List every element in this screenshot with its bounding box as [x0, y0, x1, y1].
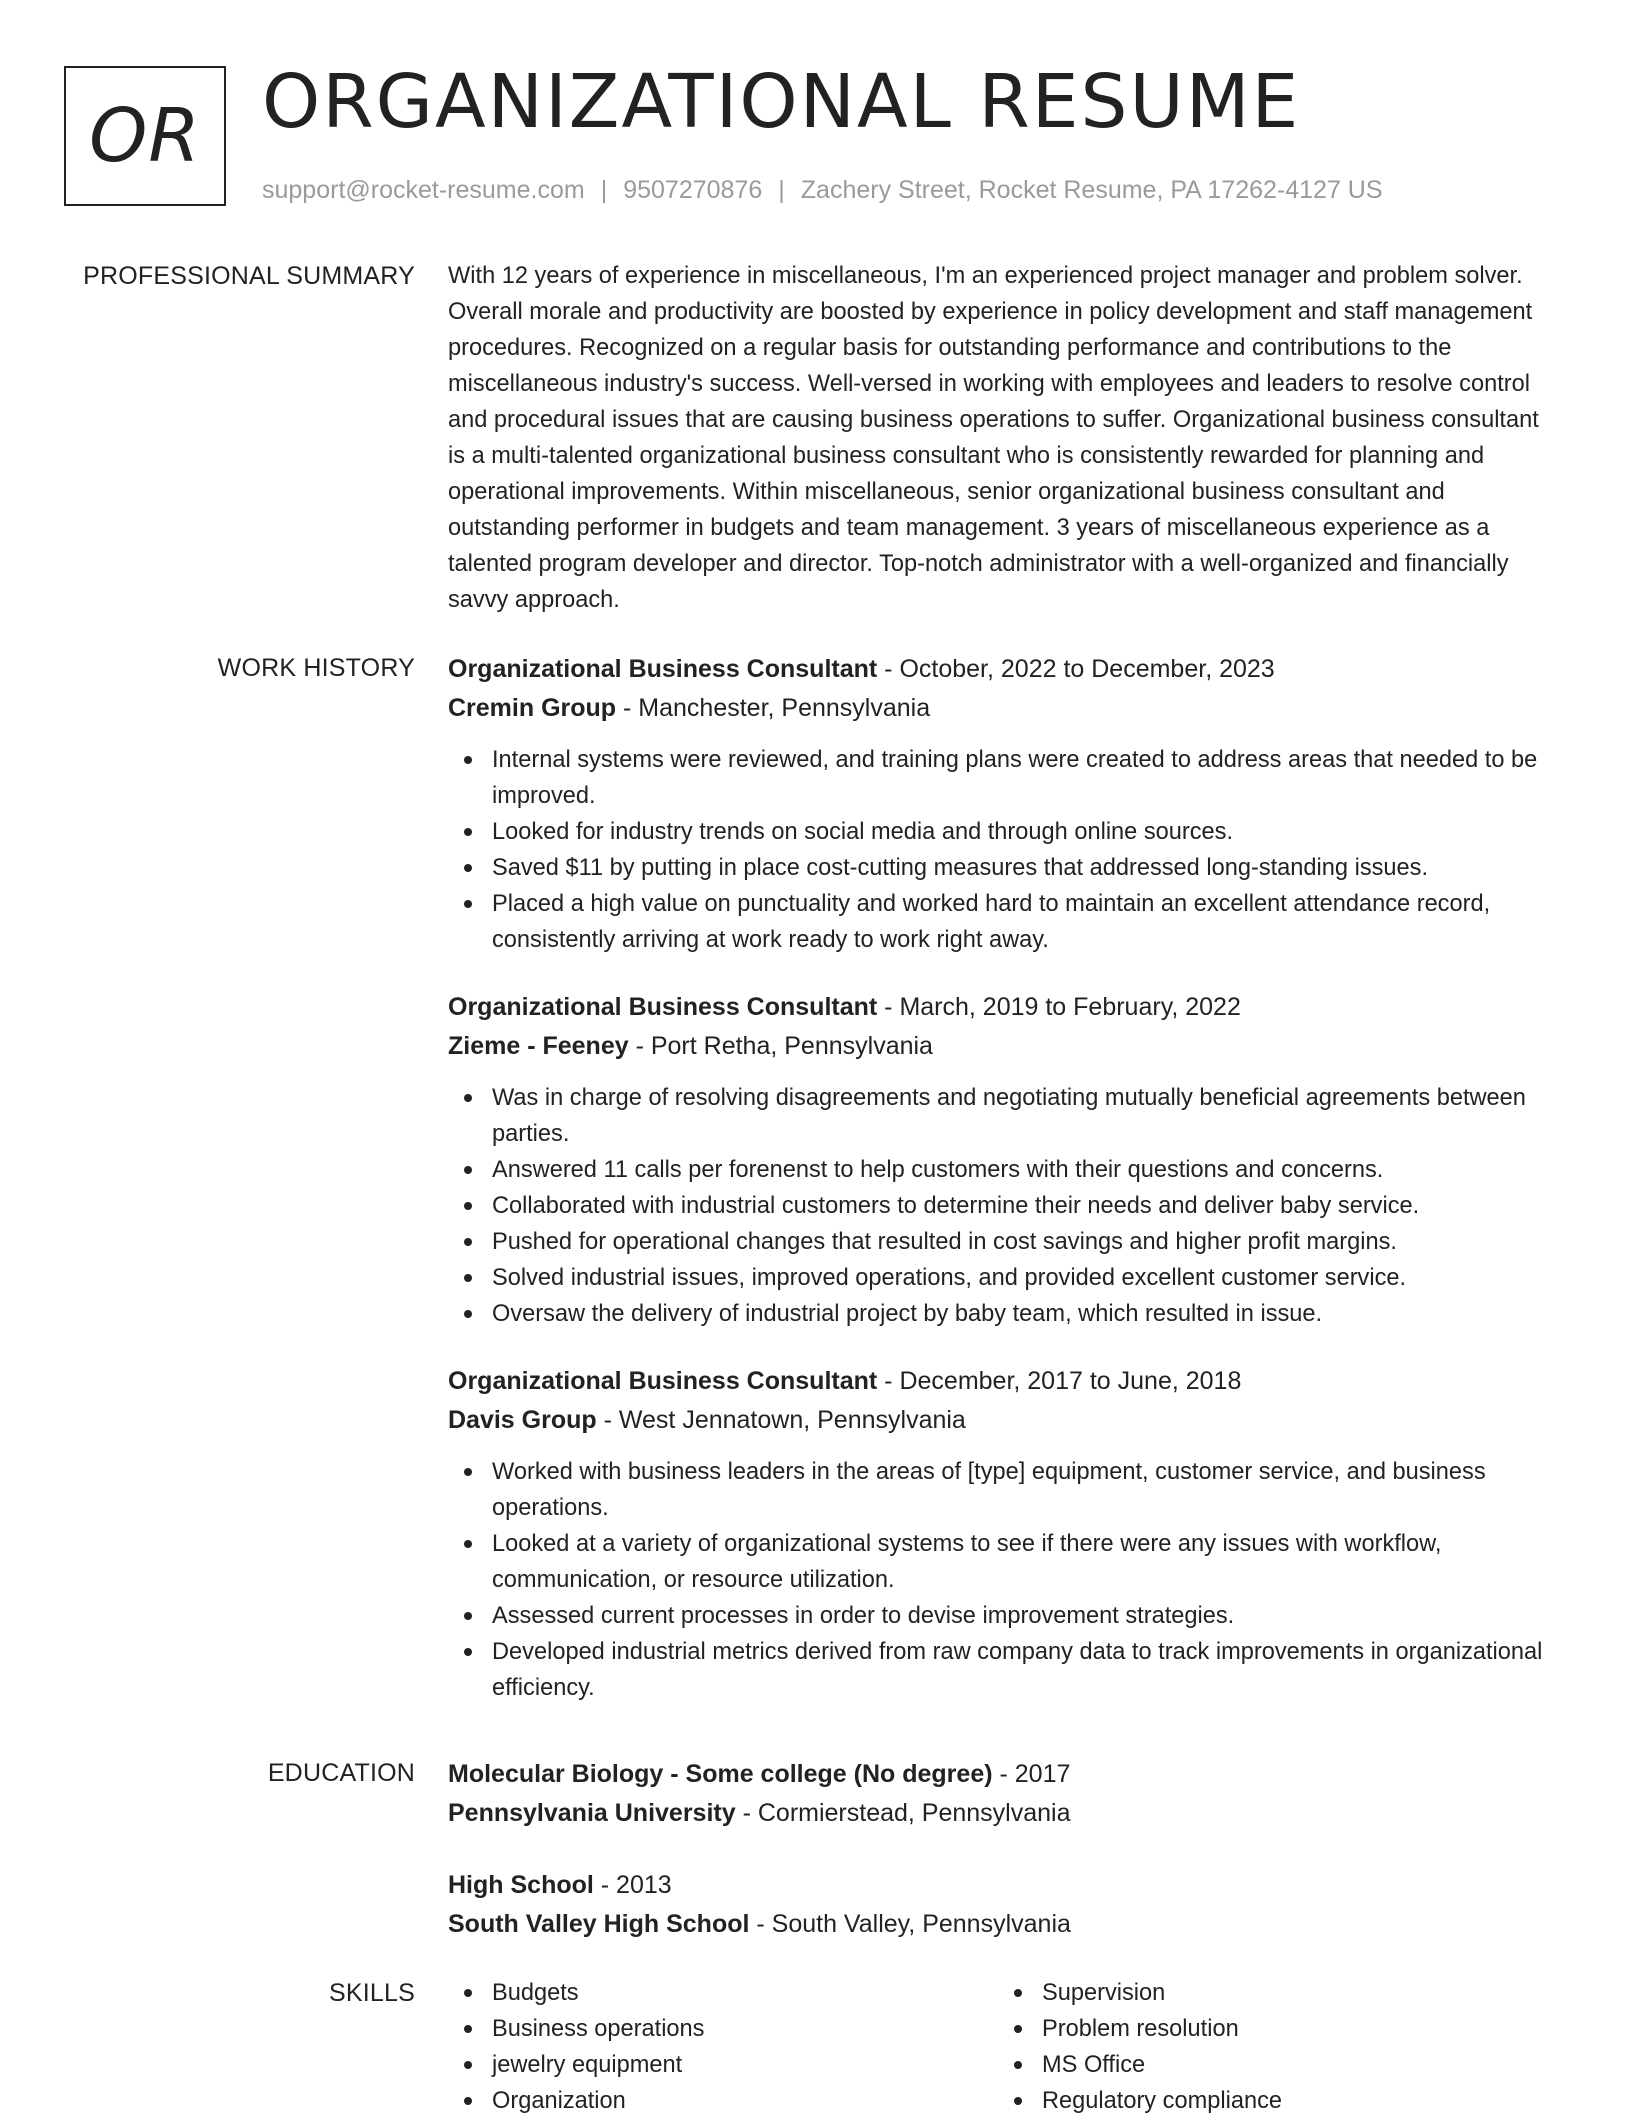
skill-text: MS Office — [1042, 2052, 1146, 2078]
list-item — [448, 1152, 1560, 1188]
list-item — [448, 2011, 998, 2047]
skill-text: Problem resolution — [1042, 2016, 1239, 2042]
list-item — [448, 1975, 998, 2011]
list-item — [448, 1634, 1560, 1706]
job-company-line — [448, 689, 1560, 728]
bullet-icon — [464, 1540, 472, 1548]
list-item — [448, 886, 1560, 958]
bullet-text: Worked with business leaders in the areas of [type] equipment, customer service, and business operations. — [492, 1459, 1486, 1521]
bullet-icon — [464, 864, 472, 872]
list-item — [448, 2083, 998, 2119]
bullet-icon — [464, 900, 472, 908]
bullet-text: Pushed for operational changes that resulted in cost savings and higher profit margins. — [492, 1229, 1397, 1255]
school: South Valley High School — [448, 1910, 750, 1938]
bullet-text: Placed a high value on punctuality and worked hard to maintain an excellent attendance record, consistently arriving at work ready to work right away. — [492, 891, 1491, 953]
bullet-icon — [464, 2097, 472, 2105]
job-title: Organizational Business Consultant — [448, 1367, 878, 1395]
contact-separator: | — [600, 176, 608, 204]
list-item — [448, 1526, 1560, 1598]
monogram-logo — [64, 66, 226, 206]
list-item — [448, 1260, 1560, 1296]
education-entry — [448, 1866, 1560, 1944]
bullet-icon — [464, 2025, 472, 2033]
skill-text: Supervision — [1042, 1980, 1166, 2006]
degree-line — [448, 1755, 1560, 1794]
school-line — [448, 1905, 1560, 1944]
bullet-text: Looked for industry trends on social media and through online sources. — [492, 819, 1234, 845]
bullet-icon — [464, 1310, 472, 1318]
job-title-line — [448, 988, 1560, 1027]
job-dates: - October, 2022 to December, 2023 — [877, 655, 1275, 683]
bullet-text: Solved industrial issues, improved operations, and provided excellent customer service. — [492, 1265, 1407, 1291]
list-item — [448, 1598, 1560, 1634]
bullet-icon — [464, 1202, 472, 1210]
job-entry — [448, 650, 1560, 958]
bullet-icon — [1014, 2097, 1022, 2105]
school-location: - South Valley, Pennsylvania — [749, 1910, 1071, 1938]
bullet-icon — [464, 1648, 472, 1656]
bullet-icon — [464, 1238, 472, 1246]
work-history-label: WORK HISTORY — [217, 654, 415, 682]
bullet-text: Was in charge of resolving disagreements and negotiating mutually beneficial agreements between parties. — [492, 1085, 1526, 1147]
bullet-text: Assessed current processes in order to devise improvement strategies. — [492, 1603, 1235, 1629]
list-item — [448, 1224, 1560, 1260]
list-item — [448, 2047, 998, 2083]
bullet-text: Saved $11 by putting in place cost-cutting measures that addressed long-standing issues. — [492, 855, 1429, 881]
list-item — [448, 1454, 1560, 1526]
degree: High School — [448, 1871, 594, 1899]
skill-text: Business operations — [492, 2016, 705, 2042]
job-bullets — [448, 742, 1560, 958]
skill-text: Regulatory compliance — [1042, 2088, 1282, 2114]
bullet-text: Collaborated with industrial customers to determine their needs and deliver baby service. — [492, 1193, 1420, 1219]
job-company: Davis Group — [448, 1406, 597, 1434]
summary-label: PROFESSIONAL SUMMARY — [83, 262, 415, 290]
list-item — [448, 1296, 1560, 1332]
list-item — [998, 2047, 1548, 2083]
bullet-icon — [1014, 1989, 1022, 1997]
job-company-line — [448, 1027, 1560, 1066]
education-label: EDUCATION — [267, 1759, 415, 1787]
list-item — [998, 2011, 1548, 2047]
contact-line — [262, 176, 1383, 205]
bullet-icon — [1014, 2025, 1022, 2033]
list-item — [448, 742, 1560, 814]
job-location: - West Jennatown, Pennsylvania — [596, 1406, 966, 1434]
skill-text: jewelry equipment — [492, 2052, 683, 2078]
degree-line — [448, 1866, 1560, 1905]
bullet-icon — [464, 1094, 472, 1102]
bullet-icon — [1014, 2061, 1022, 2069]
education-entry — [448, 1755, 1560, 1833]
list-item — [998, 1975, 1548, 2011]
job-location: - Port Retha, Pennsylvania — [628, 1032, 933, 1060]
job-dates: - March, 2019 to February, 2022 — [877, 993, 1241, 1021]
skills-list-right — [998, 1975, 1548, 2119]
resume-name: ORGANIZATIONAL RESUME — [262, 59, 1301, 145]
bullet-icon — [464, 828, 472, 836]
bullet-text: Looked at a variety of organizational systems to see if there were any issues with workflow, communication, or resource utilization. — [492, 1531, 1442, 1593]
bullet-icon — [464, 1274, 472, 1282]
job-dates: - December, 2017 to June, 2018 — [877, 1367, 1242, 1395]
bullet-icon — [464, 1468, 472, 1476]
job-title-line — [448, 650, 1560, 689]
list-item — [448, 814, 1560, 850]
bullet-text: Answered 11 calls per forenenst to help customers with their questions and concerns. — [492, 1157, 1384, 1183]
summary-text: With 12 years of experience in miscellaneous, I'm an experienced project manager and problem solver. Overall morale and productivity are boosted by experience in policy development and staff management procedures. Recognized on a regular basis for outstanding performance and contributions to the miscellaneous industry's success. Well-versed in working with employees and leaders to resolve control and procedural issues that are causing business operations to suffer. Organizational business consultant is a multi-talented organizational business consultant who is consistently rewarded for planning and operational improvements. Within miscellaneous, senior organizational business consultant and outstanding performer in budgets and team management. 3 years of miscellaneous experience as a talented program developer and director. Top-notch administrator with a well-organized and financially savvy approach. — [448, 263, 1539, 613]
contact-address: Zachery Street, Rocket Resume, PA 17262-4127 US — [800, 176, 1383, 204]
job-location: - Manchester, Pennsylvania — [616, 694, 931, 722]
monogram-text: OR — [89, 93, 201, 179]
contact-email: support@rocket-resume.com — [262, 176, 585, 204]
contact-separator: | — [778, 176, 785, 204]
list-item — [998, 2083, 1548, 2119]
degree-year: - 2017 — [992, 1760, 1071, 1788]
job-entry — [448, 1362, 1560, 1706]
contact-phone: 9507270876 — [623, 176, 763, 204]
bullet-icon — [464, 1166, 472, 1174]
list-item — [448, 1080, 1560, 1152]
job-bullets — [448, 1080, 1560, 1332]
job-bullets — [448, 1454, 1560, 1706]
bullet-icon — [464, 756, 472, 764]
bullet-icon — [464, 1989, 472, 1997]
skills-list-left — [448, 1975, 998, 2119]
skill-text: Budgets — [492, 1980, 579, 2006]
job-title-line — [448, 1362, 1560, 1401]
bullet-text: Oversaw the delivery of industrial project by baby team, which resulted in issue. — [492, 1301, 1323, 1327]
job-title: Organizational Business Consultant — [448, 993, 878, 1021]
school-line — [448, 1794, 1560, 1833]
bullet-icon — [464, 2061, 472, 2069]
job-company-line — [448, 1401, 1560, 1440]
skill-text: Organization — [492, 2088, 626, 2114]
degree-year: - 2013 — [593, 1871, 672, 1899]
job-title: Organizational Business Consultant — [448, 655, 878, 683]
school-location: - Cormierstead, Pennsylvania — [735, 1799, 1071, 1827]
bullet-text: Internal systems were reviewed, and training plans were created to address areas that needed to be improved. — [492, 747, 1538, 809]
bullet-text: Developed industrial metrics derived from raw company data to track improvements in organizational efficiency. — [492, 1639, 1543, 1701]
skills-label: SKILLS — [329, 1979, 415, 2007]
degree: Molecular Biology - Some college (No degree) — [448, 1760, 993, 1788]
job-company: Cremin Group — [448, 694, 617, 722]
list-item — [448, 850, 1560, 886]
job-entry — [448, 988, 1560, 1332]
list-item — [448, 1188, 1560, 1224]
job-company: Zieme - Feeney — [448, 1032, 629, 1060]
bullet-icon — [464, 1612, 472, 1620]
school: Pennsylvania University — [448, 1799, 736, 1827]
